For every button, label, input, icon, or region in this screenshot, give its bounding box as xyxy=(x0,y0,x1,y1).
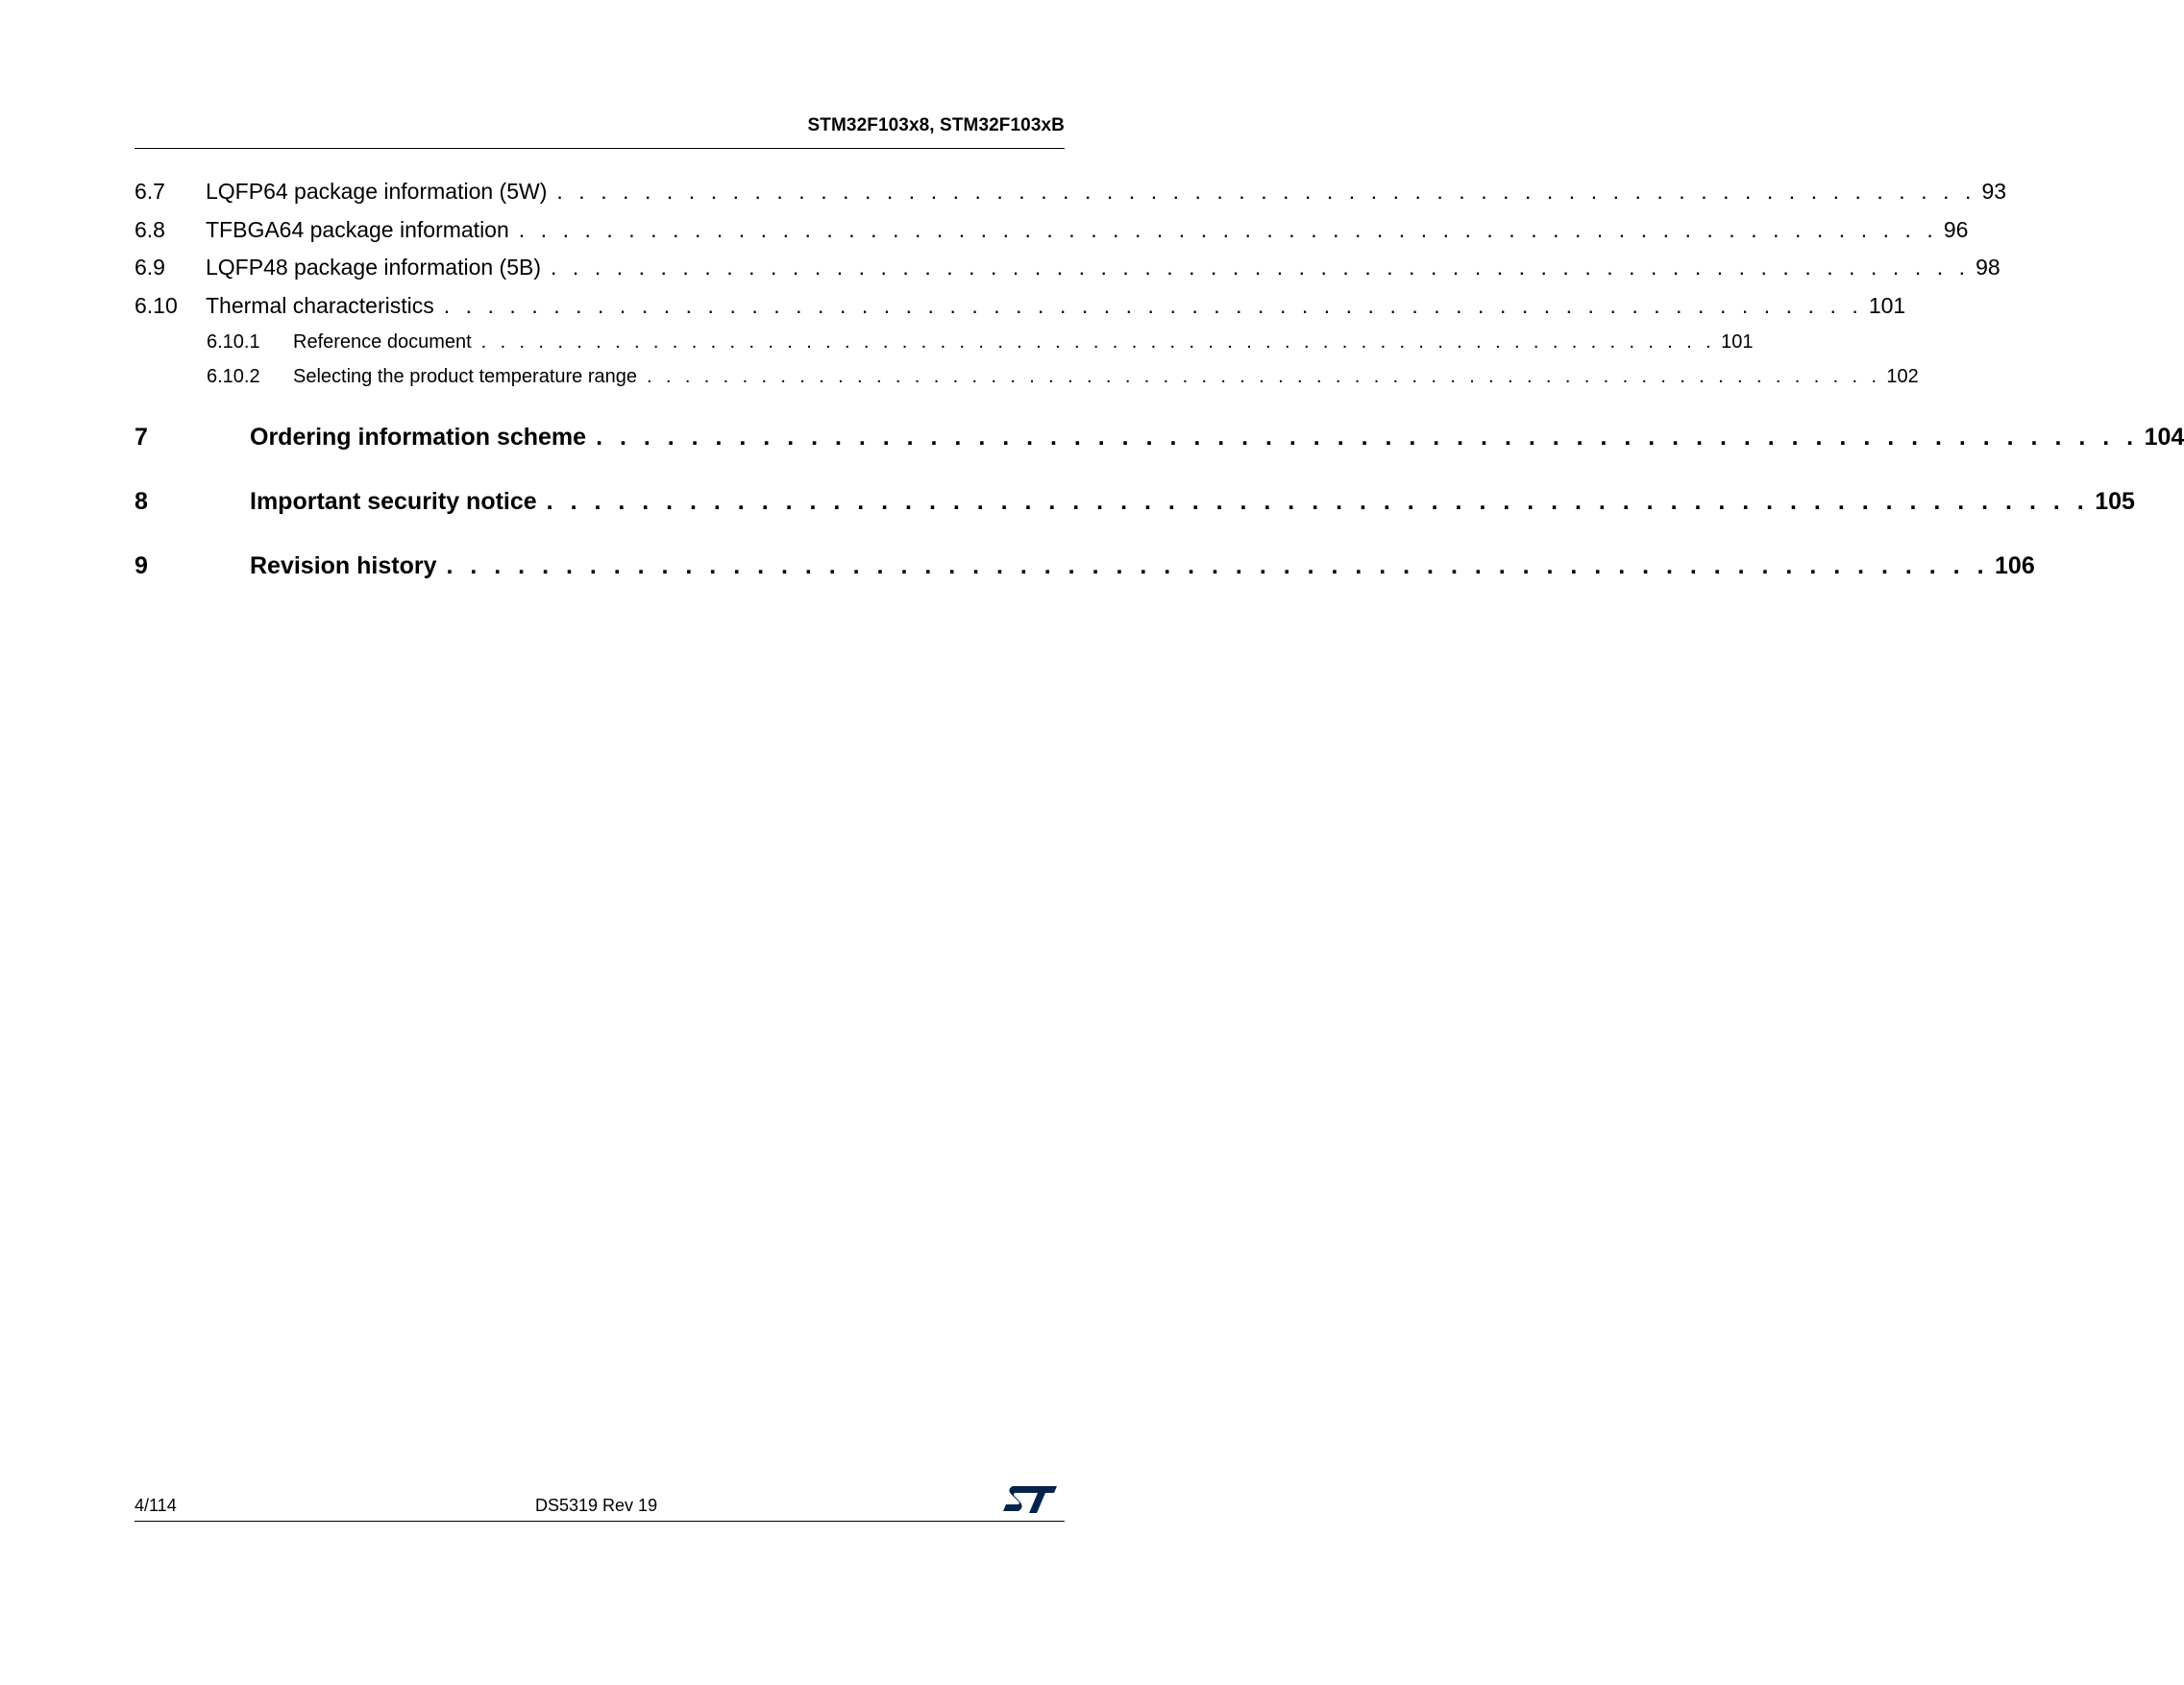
footer-divider xyxy=(135,1521,1065,1522)
toc-entry-title: Thermal characteristics xyxy=(206,293,434,318)
toc-entry-number: 6.8 xyxy=(135,217,165,242)
toc-entry-6-9[interactable] xyxy=(135,255,2000,281)
toc-chapter-title: Ordering information scheme xyxy=(250,424,587,451)
toc-entry-title: LQFP64 package information (5W) xyxy=(206,179,548,204)
toc-entry-6-8[interactable] xyxy=(135,217,1969,243)
toc-chapter-title: Revision history xyxy=(250,552,437,579)
toc-entry-page: 93 xyxy=(1981,179,2007,204)
toc-chapter-page: 104 xyxy=(2144,424,2184,451)
toc-dot-leader: . . . . . . . . . . . . . . . . . . . . . . . . . . . . . . . . . . . . . . . . . . . . . . . . . . . . . . . . . . . . . . . . . xyxy=(546,488,2090,515)
st-logo-icon xyxy=(999,1483,1059,1516)
footer-page-number: 4/114 xyxy=(135,1496,177,1515)
st-logo-shape xyxy=(1003,1486,1057,1513)
toc-dot-leader: . . . . . . . . . . . . . . . . . . . . . . . . . . . . . . . . . . . . . . . . . . . . . . . . . . . . . . . . . . . . . . . . . xyxy=(647,366,1881,387)
toc-dot-leader: . . . . . . . . . . . . . . . . . . . . . . . . . . . . . . . . . . . . . . . . . . . . . . . . . . . . . . . . . . . . . . . . . xyxy=(480,331,1716,353)
toc-dot-leader: . . . . . . . . . . . . . . . . . . . . . . . . . . . . . . . . . . . . . . . . . . . . . . . . . . . . . . . . . . . . . . . . . xyxy=(446,552,1990,579)
toc-chapter-number: 7 xyxy=(135,424,148,451)
toc-chapter-page: 106 xyxy=(1995,552,2035,579)
toc-entry-number: 6.9 xyxy=(135,255,165,280)
toc-entry-page: 98 xyxy=(1975,255,2000,280)
toc-entry-number: 6.7 xyxy=(135,179,165,204)
toc-entry-title: TFBGA64 package information xyxy=(206,217,509,242)
toc-entry-title: Selecting the product temperature range xyxy=(293,366,637,387)
toc-dot-leader: . . . . . . . . . . . . . . . . . . . . . . . . . . . . . . . . . . . . . . . . . . . . . . . . . . . . . . . . . . . . . . . . . xyxy=(596,424,2139,451)
document-header-title: STM32F103x8, STM32F103xB xyxy=(807,115,1065,135)
toc-entry-number: 6.10.2 xyxy=(207,366,260,387)
footer-document-id: DS5319 Rev 19 xyxy=(535,1496,658,1515)
toc-dot-leader: . . . . . . . . . . . . . . . . . . . . . . . . . . . . . . . . . . . . . . . . . . . . . . . . . . . . . . . . . . . . . . . . . xyxy=(443,293,1863,318)
toc-entry-number: 6.10.1 xyxy=(207,331,260,353)
toc-entry-title: Reference document xyxy=(293,331,472,353)
toc-entry-6-10-2[interactable] xyxy=(207,366,1919,388)
toc-entry-page: 102 xyxy=(1886,366,1919,387)
toc-chapter-8[interactable] xyxy=(135,488,2135,516)
toc-dot-leader: . . . . . . . . . . . . . . . . . . . . . . . . . . . . . . . . . . . . . . . . . . . . . . . . . . . . . . . . . . . . . . . . . xyxy=(551,255,1971,280)
toc-dot-leader: . . . . . . . . . . . . . . . . . . . . . . . . . . . . . . . . . . . . . . . . . . . . . . . . . . . . . . . . . . . . . . . . . xyxy=(556,179,1976,204)
toc-entry-page: 101 xyxy=(1721,331,1754,353)
toc-dot-leader: . . . . . . . . . . . . . . . . . . . . . . . . . . . . . . . . . . . . . . . . . . . . . . . . . . . . . . . . . . . . . . . . . xyxy=(518,217,1938,242)
toc-entry-number: 6.10 xyxy=(135,293,178,318)
toc-entry-title: LQFP48 package information (5B) xyxy=(206,255,542,280)
toc-chapter-number: 9 xyxy=(135,552,148,579)
toc-entry-6-10[interactable] xyxy=(135,293,1906,319)
st-logo-t xyxy=(1025,1486,1057,1513)
toc-entry-6-10-1[interactable] xyxy=(207,331,1754,354)
toc-chapter-9[interactable] xyxy=(135,552,2035,580)
toc-chapter-page: 105 xyxy=(2095,488,2135,515)
toc-entry-page: 96 xyxy=(1943,217,1969,242)
toc-entry-page: 101 xyxy=(1868,293,1906,318)
toc-entry-6-7[interactable] xyxy=(135,179,2007,205)
toc-chapter-7[interactable] xyxy=(135,424,2184,452)
toc-chapter-number: 8 xyxy=(135,488,148,515)
header-divider xyxy=(135,148,1065,149)
toc-chapter-title: Important security notice xyxy=(250,488,537,515)
